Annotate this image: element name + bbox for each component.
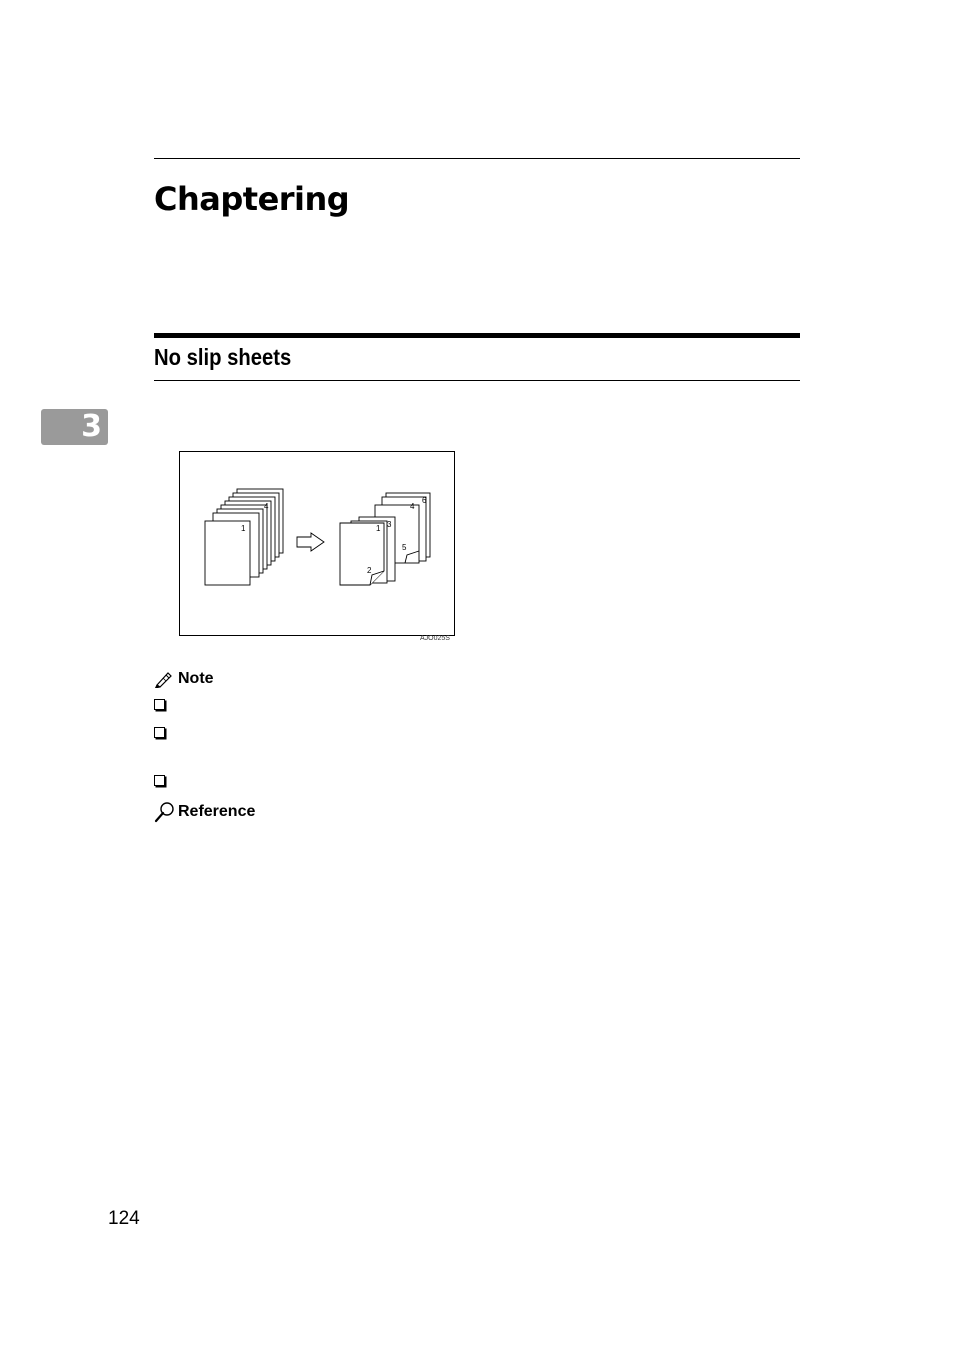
figure-code: AJO025S (420, 635, 450, 642)
after-label: 1 (376, 524, 381, 533)
note-heading (154, 668, 214, 690)
note-heading-label: Note (178, 670, 214, 687)
reference-heading-label: Reference (178, 803, 256, 820)
checkbox-bullet-icon (154, 699, 165, 710)
after-label: 4 (410, 502, 415, 511)
reference-heading (154, 800, 255, 824)
illustration-svg (179, 451, 455, 636)
note-item (154, 724, 794, 739)
chaptering-illustration (179, 451, 455, 636)
after-label: 6 (422, 496, 427, 505)
note-item (154, 772, 794, 787)
checkbox-bullet-icon (154, 727, 165, 738)
chapter-tab (41, 409, 108, 445)
page-number: 124 (108, 1208, 140, 1229)
after-label: 2 (367, 566, 372, 575)
note-item (154, 696, 794, 711)
before-label: 4 (264, 502, 269, 511)
section-underline (154, 380, 800, 381)
chapter-tab-number: 3 (81, 409, 102, 444)
top-rule (154, 158, 800, 159)
checkbox-bullet-icon (154, 775, 165, 786)
pencil-icon (154, 670, 174, 688)
section-bar (154, 333, 800, 338)
before-label: 1 (241, 524, 246, 533)
magnifier-icon (154, 801, 176, 823)
chapter-title: Chaptering (154, 180, 350, 218)
section-title: No slip sheets (154, 344, 292, 370)
after-label: 5 (402, 543, 407, 552)
after-label: 3 (387, 520, 392, 529)
